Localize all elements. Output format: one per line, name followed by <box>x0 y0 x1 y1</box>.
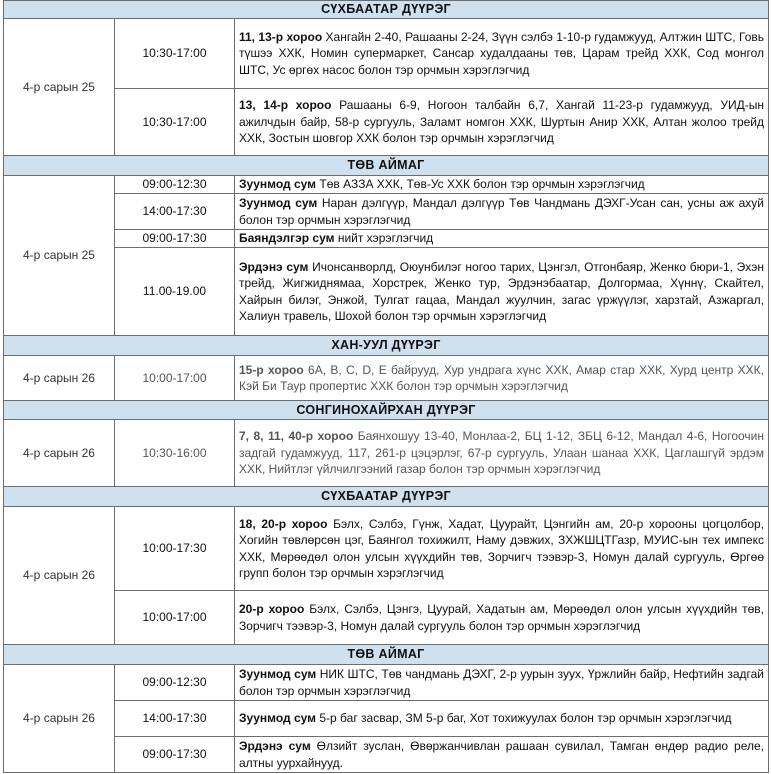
description-cell <box>235 420 769 487</box>
section-header-row <box>4 645 769 665</box>
section-header-row <box>4 401 769 420</box>
location-label: 20-р хороо <box>239 602 305 617</box>
description-cell <box>235 737 769 773</box>
table-row <box>4 248 769 336</box>
table-row <box>4 701 769 737</box>
section-title: ТӨВ АЙМАГ <box>4 645 769 665</box>
table-row <box>4 737 769 773</box>
section-header-row <box>4 487 769 507</box>
location-label: Зуунмод сум <box>239 177 317 192</box>
location-label: Баяндэлгэр сум <box>239 231 335 246</box>
section-header-row <box>4 336 769 356</box>
time-cell: 09:00-17:30 <box>115 737 235 773</box>
section-title: СОНГИНОХАЙРХАН ДҮҮРЭГ <box>4 401 769 420</box>
time-cell: 09:00-12:30 <box>115 176 235 194</box>
location-label: Зуунмод сум <box>239 711 317 726</box>
date-cell: 4-р сарын 26 <box>4 356 115 401</box>
section-header-row <box>4 1 769 19</box>
location-label: 7, 8, 11, 40-р хороо <box>239 429 354 444</box>
table-row <box>4 176 769 194</box>
consumers-text: 5-р баг засвар, ЗМ 5-р баг, Хот тохижуулах болон тэр орчмын хэрэглэгчид <box>316 711 732 726</box>
description-cell <box>235 591 769 645</box>
consumers-text: Наран дэлгүүр, Мандал дэлгүүр Төв Чандмань ДЭХГ-Усан сан, усны аж ахуй болон тэр орчмын хэрэглэгчид <box>239 196 764 227</box>
time-cell: 10:00-17:00 <box>115 356 235 401</box>
description-cell <box>235 19 769 89</box>
table-row <box>4 507 769 591</box>
location-label: Эрдэнэ сум <box>239 259 309 274</box>
time-cell: 10:00-17:30 <box>115 507 235 591</box>
consumers-text: 6А, В, С, D, Е байрууд, Хур ундрага хүнс ХХК, Амар стар ХХК, Хурд центр ХХК, Кэй Би Таур пропертис ХХК болон тэр орчмын хэрэглэгчид <box>239 362 764 393</box>
section-title: СҮХБААТАР ДҮҮРЭГ <box>4 1 769 19</box>
consumers-text: Ичонсанворлд, Оюунбилэг ногоо тарих, Цэнгэл, Отгонбаяр, Женко бюри-1, Эхэн трейд, Жигжиднямаа, Хорстрек, Женко тур, Эрдэнэбаатар, Долгормаа, Хүннү, Скайтел, Хайрын билэг, Энжой, Тулгат гацаа, Мандал жуулчин, загас үржүүлэг, харзтай, Азжаргал, Халиун травель, Шохой болон тэр орчмын хэрэглэгчид <box>239 259 764 323</box>
location-label: 11, 13-р хороо <box>239 29 323 44</box>
section-title: СҮХБААТАР ДҮҮРЭГ <box>4 487 769 507</box>
time-cell: 10:30-17:00 <box>115 89 235 156</box>
date-cell: 4-р сарын 25 <box>4 176 115 336</box>
time-cell: 14:00-17:30 <box>115 701 235 737</box>
table-row <box>4 420 769 487</box>
description-cell <box>235 665 769 701</box>
description-cell <box>235 194 769 230</box>
location-label: 13, 14-р хороо <box>239 98 332 113</box>
description-cell <box>235 89 769 156</box>
consumers-text: Баянхошуу 13-40, Монлаа-2, БЦ 1-12, ЗБЦ 6-12, Мандал 4-6, Ногоочин задгай гудамжууд, 117, 261-р цэцэрлэг, 67-р сургууль, Улаан шанаа ХХК, Цаглашгүй эрдэм ХХК, Нийтлэг үйлчилгээний газар болон тэр орчмын хэрэглэгчид <box>239 429 764 477</box>
time-cell: 11.00-19.00 <box>115 248 235 336</box>
table-row <box>4 230 769 248</box>
description-cell <box>235 230 769 248</box>
location-label: Эрдэнэ сум <box>239 739 311 754</box>
time-cell: 14:00-17:30 <box>115 194 235 230</box>
consumers-text: Хангайн 2-40, Рашааны 2-24, Зүүн сэлбэ 1-10-р гудамжууд, Алтжин ШТС, Говь түшээ ХХК, Номин супермаркет, Сансар худалдааны төв, Царам трейд ХХК, Сод монгол ШТС, Ус өргөх насос болон тэр орчмын хэрэглэгчид <box>239 29 764 77</box>
table-row <box>4 591 769 645</box>
description-cell <box>235 248 769 336</box>
date-cell: 4-р сарын 26 <box>4 420 115 487</box>
section-header-row <box>4 156 769 176</box>
table-row <box>4 89 769 156</box>
description-cell <box>235 507 769 591</box>
table-row <box>4 665 769 701</box>
location-label: Зуунмод сум <box>239 667 317 682</box>
consumers-text: Бэлх, Сэлбэ, Гүнж, Хадат, Цуурайт, Цэнгийн ам, 20-р хорооны цогцолбор, Хогийн төвлөрсөн цэг, Баянгол тохижилт, Наму дэвжих, ЗХЖШЦТГазр, МУИС-ын тех импекс ХХК, Мөрөөдөл олон улсын хүүхдийн төв, Зорчигч тээвэр-3, Номун далай сургууль, Өргөө групп болон тэр орчмын хэрэглэгчид <box>239 516 765 580</box>
time-cell: 10:00-17:00 <box>115 591 235 645</box>
time-cell: 10:30-17:00 <box>115 19 235 89</box>
consumers-text: Бэлх, Сэлбэ, Цэнгэ, Цуурай, Хадатын ам, Мөрөөдөл олон улсын хүүхдийн төв, Зорчигч тээвэр-3, Номун далай сургууль болон тэр орчмын хэрэглэгчид <box>239 602 764 633</box>
section-title: ХАН-УУЛ ДҮҮРЭГ <box>4 336 769 356</box>
consumers-text: Өлзийт зуслан, Өвөржанчивлан рашаан сувилал, Тамган өндөр радио реле, алтны уурхайнууд. <box>239 739 764 770</box>
consumers-text: Төв АЗЗА ХХК, Төв-Ус ХХК болон тэр орчмын хэрэглэгчид <box>316 177 645 192</box>
table-row <box>4 19 769 89</box>
location-label: 15-р хороо <box>239 362 304 377</box>
date-cell: 4-р сарын 25 <box>4 19 115 156</box>
description-cell <box>235 356 769 401</box>
table-row <box>4 194 769 230</box>
consumers-text: нийт хэрэглэгчид <box>334 231 434 246</box>
date-cell: 4-р сарын 26 <box>4 665 115 773</box>
consumers-text: Рашааны 6-9, Ногоон талбайн 6,7, Хангай 11-23-р гудамжууд, УИД-ын ажилчдын байр, 58-р сургууль, Заламт номгон ХХК, Шуртын Анир ХХК, Алтан жолоо трейд ХХК, Зостын шовгор ХХК болон тэр орчмын хэрэглэгчид <box>239 98 764 146</box>
consumers-text: НИК ШТС, Төв чандмань ДЭХГ, 2-р уурын зуух, Үржлийн байр, Нефтийн задгай болон тэр орчмын хэрэглэгчид <box>239 667 764 698</box>
description-cell <box>235 701 769 737</box>
time-cell: 10:30-16:00 <box>115 420 235 487</box>
section-title: ТӨВ АЙМАГ <box>4 156 769 176</box>
table-row <box>4 356 769 401</box>
description-cell <box>235 176 769 194</box>
outage-schedule-table <box>3 0 769 773</box>
time-cell: 09:00-17:30 <box>115 230 235 248</box>
location-label: Зуунмод сум <box>239 196 318 211</box>
location-label: 18, 20-р хороо <box>239 516 328 531</box>
date-cell: 4-р сарын 26 <box>4 507 115 645</box>
time-cell: 09:00-12:30 <box>115 665 235 701</box>
